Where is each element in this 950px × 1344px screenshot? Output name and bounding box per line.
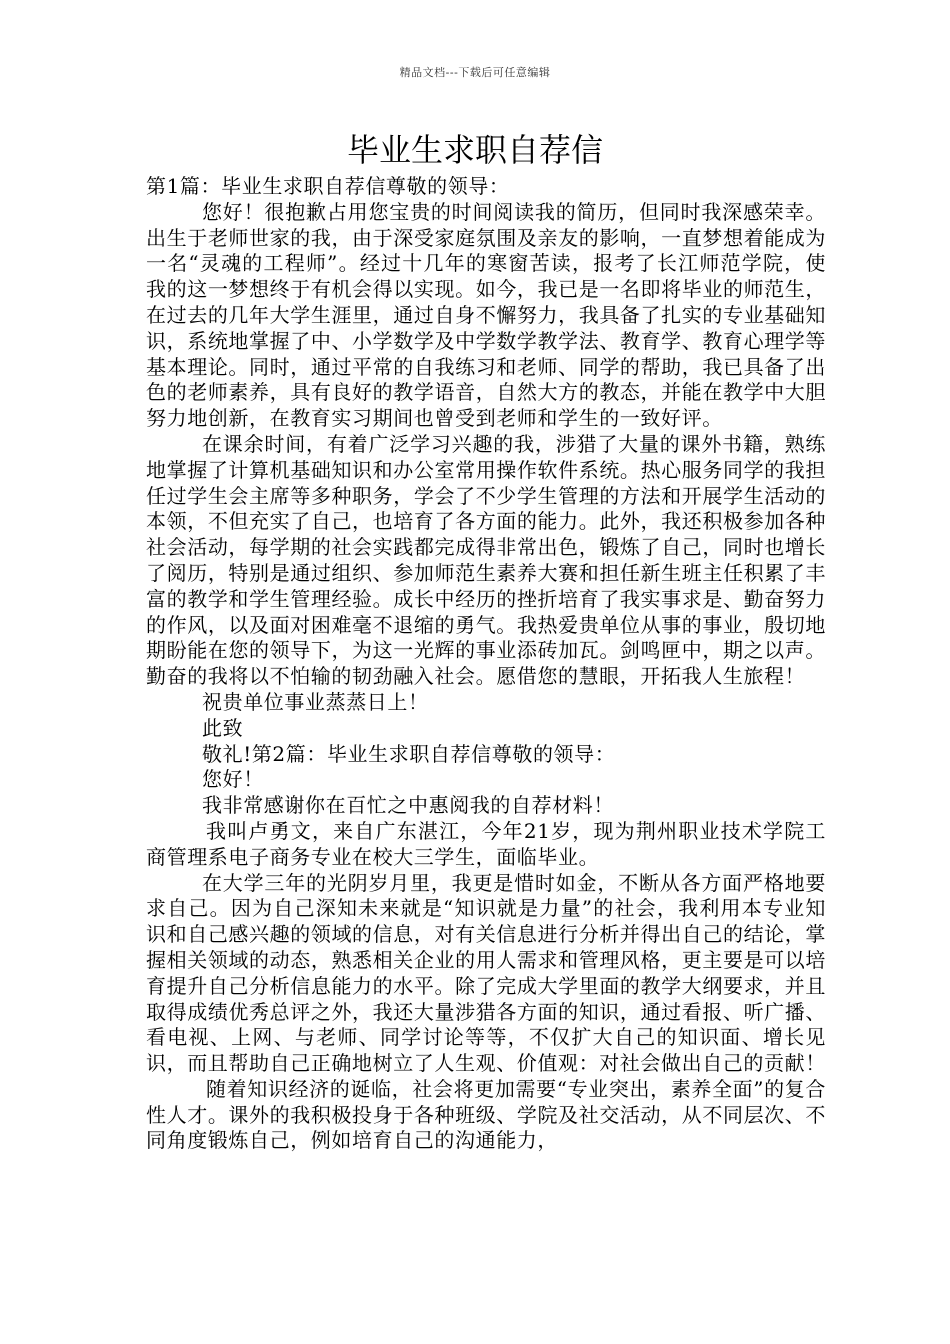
closing-salutation: 此致	[202, 715, 244, 740]
paragraph: 我非常感谢你在百忙之中惠阅我的自荐材料！	[202, 793, 614, 818]
header-note: 精品文档---下载后可任意编辑	[399, 66, 551, 79]
paragraph: 在课余时间，有着广泛学习兴趣的我，涉猎了大量的课外书籍，熟练地掌握了计算机基础知识和办公室常用操作软件系统。热心服务同学的我担任过学生会主席等多种职务，学会了不少学生管理的方法和开展学生活动的本领，不但充实了自己，也培育了各方面的能力。此外，我还积极参加各种社会活动，每学期的社会实践都完成得非常出色，锻炼了自己，同时也增长了阅历，特别是通过组织、参加师范生素养大赛和担任新生班主任积累了丰富的教学和学生管理经验。成长中经历的挫折培育了我实事求是、勤奋努力的作风，以及面对困难毫不退缩的勇气。我热爱贵单位从事的事业，殷切地期盼能在您的领导下，为这一光辉的事业添砖加瓦。剑鸣匣中，期之以声。勤奋的我将以不怕输的韧劲融入社会。愿借您的慧眼，开拓我人生旅程！	[146, 431, 826, 689]
paragraph: 随着知识经济的诞临，社会将更加需要“专业突出，素养全面”的复合性人才。课外的我积极投身于各种班级、学院及社交活动，从不同层次、不同角度锻炼自己，例如培育自己的沟通能力，	[146, 1076, 826, 1153]
paragraph: 我叫卢勇文，来自广东湛江，今年21岁，现为荆州职业技术学院工商管理系电子商务专业在校大三学生，面临毕业。	[146, 818, 826, 869]
section-heading-1: 第1篇：毕业生求职自荐信尊敬的领导：	[146, 174, 510, 198]
paragraph: 在大学三年的光阴岁月里，我更是惜时如金，不断从各方面严格地要求自己。因为自己深知未来就是“知识就是力量”的社会，我利用本专业知识和自己感兴趣的领域的信息，对有关信息进行分析并得出自己的结论，掌握相关领域的动态，熟悉相关企业的用人需求和管理风格，更主要是可以培育提升自己分析信息能力的水平。除了完成大学里面的教学大纲要求，并且取得成绩优秀总评之外，我还大量涉猎各方面的知识，通过看报、听广播、看电视、上网、与老师、同学讨论等等，不仅扩大自己的知识面、增长见识，而且帮助自己正确地树立了人生观、价值观：对社会做出自己的贡献！	[146, 870, 826, 1076]
document-body	[146, 174, 826, 1154]
closing-wish: 祝贵单位事业蒸蒸日上！	[202, 689, 429, 714]
greeting: 您好！	[202, 767, 264, 792]
paragraph: 您好！很抱歉占用您宝贵的时间阅读我的简历，但同时我深感荣幸。出生于老师世家的我，由于深受家庭氛围及亲友的影响，一直梦想着能成为一名“灵魂的工程师”。经过十几年的寒窗苦读，报考了长江师范学院，使我的这一梦想终于有机会得以实现。如今，我已是一名即将毕业的师范生，在过去的几年大学生涯里，通过自身不懈努力，我具备了扎实的专业基础知识，系统地掌握了中、小学数学及中学数学教学法、教育学、教育心理学等基本理论。同时，通过平常的自我练习和老师、同学的帮助，我已具备了出色的老师素养，具有良好的教学语音，自然大方的教态，并能在教学中大胆努力地创新，在教育实习期间也曾受到老师和学生的一致好评。	[146, 199, 826, 431]
document-title: 毕业生求职自荐信	[346, 131, 603, 169]
section-heading-2: 敬礼!第2篇：毕业生求职自荐信尊敬的领导：	[202, 741, 616, 766]
